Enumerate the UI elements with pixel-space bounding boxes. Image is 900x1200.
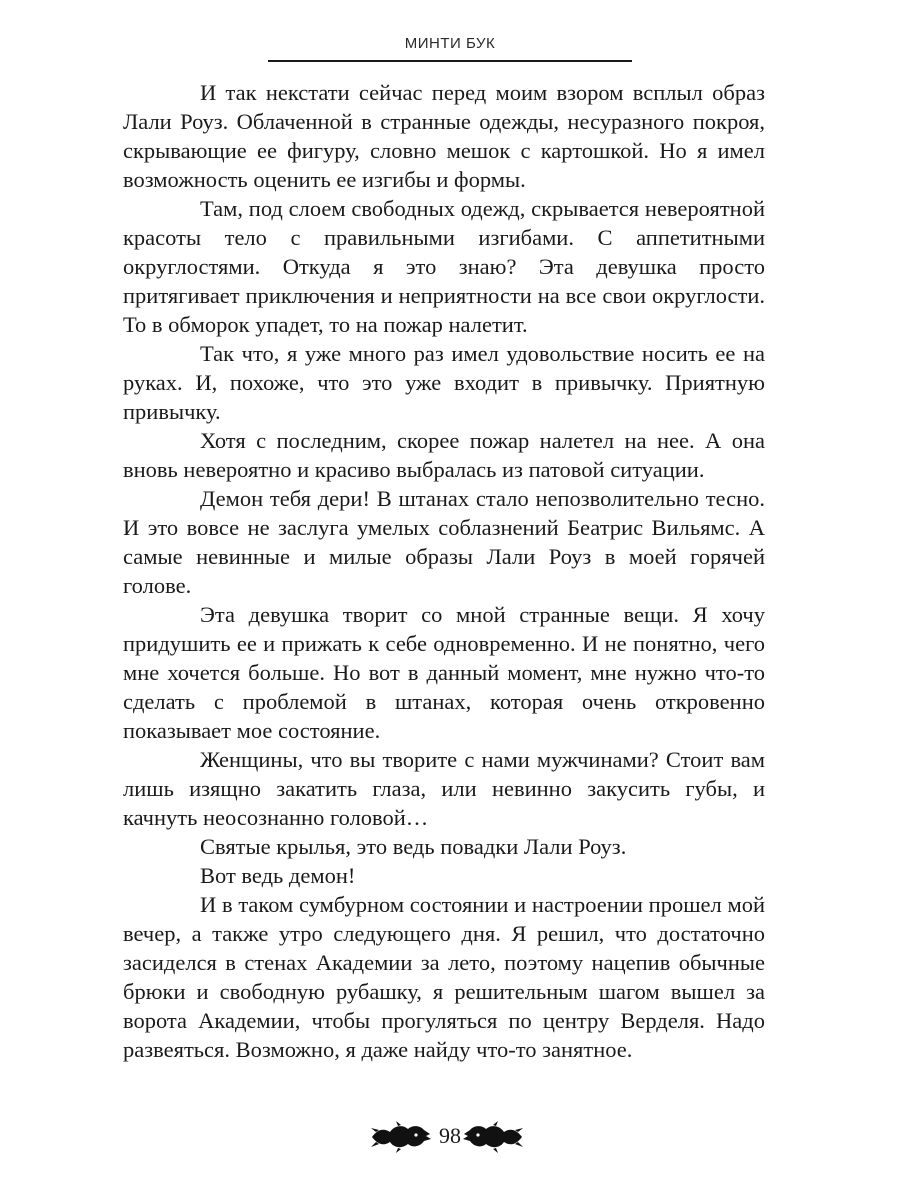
book-series-title: МИНТИ БУК — [404, 35, 496, 52]
paragraph-3: Так что, я уже много раз имел удовольствие носить ее на руках. И, похоже, что это уже входит в привычку. Приятную привычку. — [123, 341, 765, 424]
paragraph-6: Эта девушка творит со мной странные вещи. Я хочу придушить ее и прижать к себе одновременно. И не понятно, чего мне хочется больше. Но вот в данный момент, мне нужно что-то сделать с проблемой в штанах, которая очень откровенно показывает мое состояние. — [123, 602, 765, 743]
paragraph-7: Женщины, что вы творите с нами мужчинами? Стоит вам лишь изящно закатить глаза, или невинно закусить губы, и качнуть неосознанно головой… — [123, 747, 765, 830]
running-header — [268, 34, 632, 62]
paragraph-1: И так некстати сейчас перед моим взором всплыл образ Лали Роуз. Облаченной в странные одежды, несуразного покроя, скрывающие ее фигуру, словно мешок с картошкой. Но я имел возможность оценить ее изгибы и формы. — [123, 80, 765, 192]
paragraph-2: Там, под слоем свободных одежд, скрывается невероятной красоты тело с правильными изгибами. С аппетитными округлостями. Откуда я это знаю? Эта девушка просто притягивает приключения и неприятности на все свои округлости. То в обморок упадет, то на пожар налетит. — [123, 196, 765, 337]
page-body-text — [123, 78, 765, 1064]
paragraph-5: Демон тебя дери! В штанах стало непозволительно тесно. И это вовсе не заслуга умелых соблазнений Беатрис Вильямс. А самые невинные и милые образы Лали Роуз в моей горячей голове. — [123, 486, 765, 598]
header-rule — [268, 60, 632, 62]
ornament-left-icon — [370, 1120, 432, 1154]
page-footer — [0, 1114, 900, 1164]
paragraph-9: Вот ведь демон! — [200, 863, 356, 888]
ornament-right-icon — [462, 1120, 524, 1154]
paragraph-10: И в таком сумбурном состоянии и настроении прошел мой вечер, а также утро следующего дня. Я решил, что достаточно засиделся в стенах Академии за лето, поэтому нацепив обычные брюки и свободную рубашку, я решительным шагом вышел за ворота Академии, чтобы прогуляться по центру Верделя. Надо развеяться. Возможно, я даже найду что-то занятное. — [123, 892, 765, 1062]
paragraph-8: Святые крылья, это ведь повадки Лали Роуз. — [200, 834, 627, 859]
paragraph-4: Хотя с последним, скорее пожар налетел на нее. А она вновь невероятно и красиво выбралась из патовой ситуации. — [123, 428, 765, 482]
page-number: 98 — [439, 1123, 461, 1148]
